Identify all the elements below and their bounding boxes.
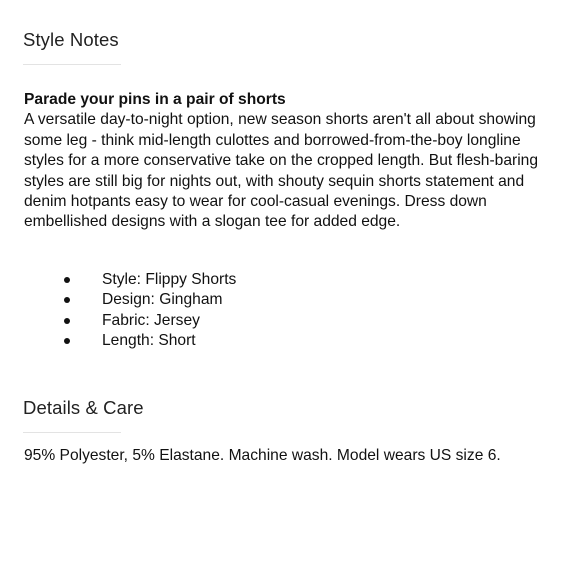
feature-fabric: Fabric: Jersey — [102, 311, 200, 329]
details-care-heading: Details & Care — [23, 397, 144, 418]
feature-list — [24, 270, 236, 352]
bullet-icon — [64, 297, 70, 303]
feature-style: Style: Flippy Shorts — [102, 271, 237, 288]
list-item — [24, 290, 236, 310]
style-notes-divider — [23, 64, 121, 65]
style-notes-description: A versatile day-to-night option, new season shorts aren't all about showing some leg - think mid-length culottes and borrowed-from-the-boy longline styles for a more conservative take on the cropped length. But flesh-baring styles are still big for nights out, with shouty sequin shorts statement and denim hotpants easy to wear for cool-casual evenings. Dress down embellished designs with a slogan tee for added edge. — [24, 111, 539, 231]
list-item — [24, 331, 236, 351]
style-notes-headline: Parade your pins in a pair of shorts — [24, 91, 286, 108]
bullet-icon — [64, 338, 70, 344]
feature-design: Design: Gingham — [102, 291, 223, 309]
style-notes-body — [24, 90, 544, 233]
feature-length: Length: Short — [102, 332, 196, 350]
bullet-icon — [64, 277, 70, 283]
style-notes-heading: Style Notes — [23, 29, 119, 50]
list-item — [24, 270, 236, 290]
list-item — [24, 311, 236, 331]
details-care-divider — [23, 432, 121, 433]
details-care-text: 95% Polyester, 5% Elastane. Machine wash. Model wears US size 6. — [24, 447, 501, 464]
bullet-icon — [64, 318, 70, 324]
